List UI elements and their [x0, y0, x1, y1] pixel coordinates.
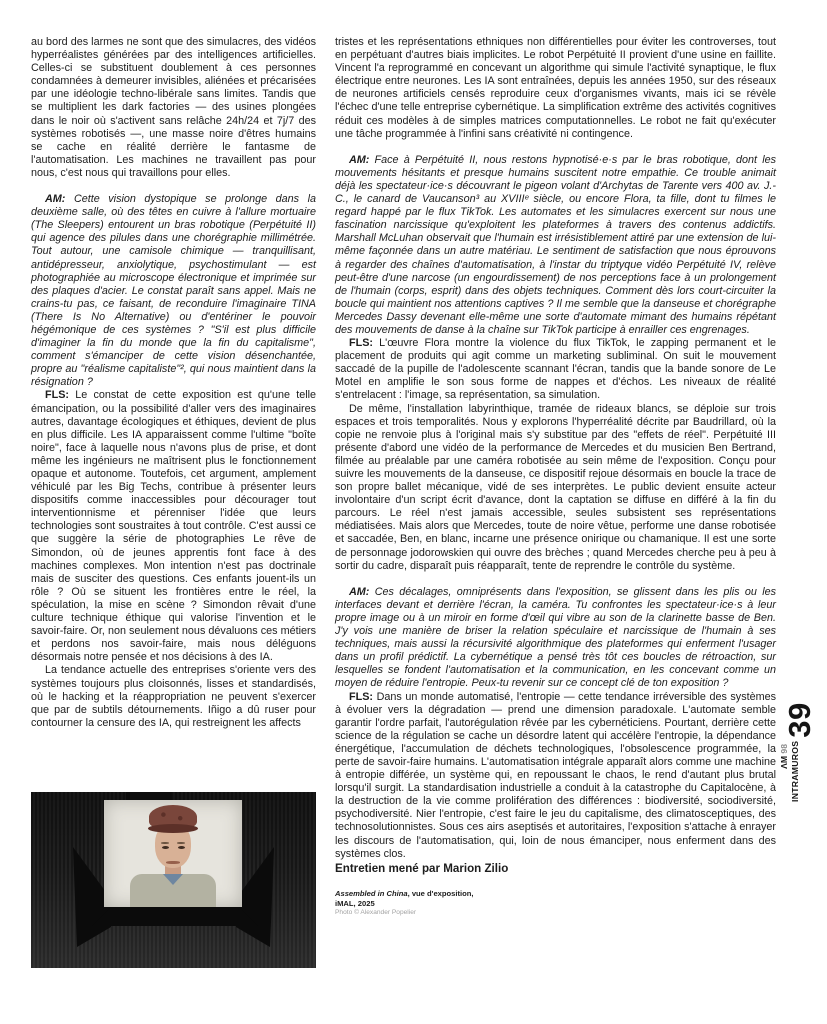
speaker-label: AM:: [349, 153, 370, 166]
caption-venue-year: iMAL, 2025: [335, 898, 375, 908]
video-screen: [104, 800, 242, 907]
caption-line1: [335, 889, 776, 899]
speaker-label: AM:: [45, 193, 66, 206]
caption-work-subtitle: , vue d'exposition,: [407, 889, 474, 899]
paragraph: [335, 691, 776, 861]
left-column: [31, 36, 316, 730]
paragraph-text: La tendance actuelle des entreprises s'oriente vers des systèmes toujours plus cloisonnés, lisses et standardisés, où le hacking et la réappropriation ne peuvent s'exercer que par de subtils détournements. Iñigo a dû ruser pour contourner la censure des IA, qui restreignent les affects: [31, 664, 316, 729]
brand-logo: ΛM: [779, 755, 789, 769]
paragraph-text: Face à Perpétuité II, nous restons hypnotisé·e·s par le bras robotique, dont les mouvements hésitants et presque humains suscitent notre empathie. Ce trouble animait déjà les spectateur·ice·s découvrant le pigeon volant d'Archytas de Tarente vers 400 av. J.-C., le canard de Vaucanson³ au XVIIIᵉ siècle, ou encore Flora, ta fille, dont tu filmes le regard happé par le flux TikTok. Les automates et les simulacres exercent sur nous une fascination narcissique qu'exploitent les plateformes à travers des contenus addictifs. Marshall McLuhan observait que l'humain est irrésistiblement attiré par une extension de lui-même façonnée dans un autre matériau. Le sentiment de satisfaction que nous éprouvons à regarder des chaînes d'automatisation, à l'instar du triptyque vidéo Perpétuité IV, relève peut-être d'une narcose (un engourdissement) de nos perceptions face à un prolongement de l'humain (corps, esprit) dans des objets techniques. Comment dès lors court-circuiter la boucle qui maintient nos attentions captives ? Il me semble que la danseuse et chorégraphe Mercedes Dassy devenant elle-même une sorte d'automate mimant des humains répétant des mouvements de danse à la chaîne sur TikTok participe à enrailler ces engrenages.: [335, 153, 776, 336]
screen-mount: [92, 906, 258, 926]
page-number: 39: [782, 702, 817, 738]
paragraph: [335, 36, 776, 141]
speaker-label: FLS:: [45, 389, 69, 402]
paragraph-text: Dans un monde automatisé, l'entropie — cette tendance irréversible des systèmes à évoluer vers la dégradation — prend une dimension paradoxale. L'automate semble garantir l'ordre parfait, l'autorégulation rêvée par les cybernéticiens. Pourtant, derrière cette science de la régulation se cache un désordre latent qui accélère l'entropie, la dépendance énergétique, l'accumulation de déchets technologiques, l'obsolescence programmée, la perte de savoir-faire humains. L'automatisation intégrale apparaît alors comme une machine à entropie différée, un système qui, en repoussant le chaos, le rend d'autant plus brutal lorsqu'il surgit. La standardisation industrielle a conduit à la catastrophe du Capitalocène, à la destruction de la vie comme prolifération des différences : biodiversité, sociodiversité, psychodiversité. Nier l'entropie, c'est faire le jeu du capitalisme, des climatosceptiques, des technosolutionnistes. Sous ces airs aseptisés et autoritaires, l'exposition s'attache à enrayer les discours de l'automatisation, qui, loin de nous émanciper, nous enferment dans des systèmes clos.: [335, 690, 777, 860]
paragraph: [335, 337, 776, 402]
issue-number: 98: [779, 744, 789, 754]
magazine-brand: [779, 740, 801, 802]
paragraph: [31, 193, 316, 389]
photo-caption: [335, 889, 776, 918]
magazine-name: INTRAMUROS: [789, 740, 800, 802]
paragraph-text: Cette vision dystopique se prolonge dans la deuxième salle, où des têtes en cuivre à l'allure mortuaire (The Sleepers) entourent un bras robotique (Perpétuité II) qui agence des pilules dans une chorégraphie millimétrée. Tout autour, une camisole chimique — tranquillisant, antidépresseur, anxiolytique, psychostimulant — est photographiée au microscope électronique et imprimée sur des plaques d'acier. Le constat paraît sans appel. Mais ne crains-tu pas, ce faisant, de reconduire l'imaginaire TINA (There Is No Alternative) ou d'entériner le pouvoir hégémonique de ces systèmes ? "S'il est plus difficile d'imaginer la fin du monde que la fin du capitalisme", comment s'émanciper de cette vision désenchantée, propre au "réalisme capitaliste"², qui nous maintient dans la résignation ?: [31, 193, 317, 389]
exhibition-photo: [31, 792, 316, 968]
caption-photo-credit: Photo © Alexander Popelier: [335, 909, 417, 917]
paragraph-text: Ces décalages, omniprésents dans l'exposition, se glissent dans les plis ou les interfaces devant et derrière l'écran, la caméra. Tu confrontes les spectateur·ice·s à leur propre image ou à un miroir en forme d'œil qui vibre au son de la clarinette basse de Ben. J'y vois une manière de briser la relation spéculaire et narcissique de l'humain à ses techniques, mais aussi la récursivité algorithmique des plateformes qui enferment l'usager dans un profil prédictif. La cybernétique a pensé très tôt ces boucles de rétroaction, sur lesquelles se fondent l'automatisation et la communication, en les concevant comme un moyen de réduire l'entropie. Peux-tu revenir sur ce concept clé de ton exposition ?: [335, 585, 777, 690]
left-column-paragraphs: [31, 36, 316, 730]
man-left-eyebrow: [161, 842, 169, 844]
paragraph-text: tristes et les représentations ethniques non différentielles pour éviter les controverses, tout en perpétuant d'autres biais implicites. Le robot Perpétuité II provient d'une usine en faillite. Vincent l'a reprogrammé en concevant un algorithme qui simule l'activité synaptique, le flux électrique entre neurones. Les IA sont entraînées, depuis les années 1950, sur des réseaux de neurones artificiels censés reproduire ceux d'organismes vivants, mais ici se révèle l'échec d'une telle entreprise cybernétique. La simplification extrême des activités cognitives réduit ces modèles à de simples matrices computationnelles. Le robot ne fait qu'exécuter une tâche programmée à l'infini sans créativité ni contingence.: [335, 36, 776, 140]
paragraph: [335, 586, 776, 691]
byline: Entretien mené par Marion Zilio: [335, 861, 509, 875]
paragraph: [335, 154, 776, 337]
right-column: [335, 36, 776, 918]
paragraph: [335, 403, 776, 573]
cap-brim: [148, 824, 198, 833]
paragraph-text: De même, l'installation labyrinthique, tramée de rideaux blancs, se déploie sur trois espaces et trois temporalités. Nous y explorons l'hyperréalité décrite par Baudrillard, où la copie ne renvoie plus à l'original mais s'y substitue par des "effets de réel". Perpétuité III présente d'abord une vidéo de la performance de Mercedes et du musicien Ben Bertrand, filmée au préalable par une caméra robotisée au sein même de l'exposition. Conçu pour suivre les mouvements de la danseuse, ce dispositif rejoue désormais en boucle la trace de son propre ballet mécanique, vidé de ses interprètes. Le public devient ensuite acteur involontaire d'un script écrit d'avance, dont la captation se diffuse en différé à la fin du parcours. Le réel n'est jamais accessible, seules subsistent ses représentations médiatisées. Mais alors que Mercedes, toute de noire vêtue, performe une danse robotisée et saccadée, Ben, en blanc, incarne une présence onirique ou chamanique. Il est une sorte de personnage jodorowskien qui ouvre des brèches ; quand Mercedes cherche peu à peu à sortir du cadre, disparaît puis réapparaît, tente de reprendre le contrôle du système.: [335, 402, 776, 572]
man-right-eyebrow: [177, 842, 185, 844]
speaker-label: FLS:: [349, 690, 373, 703]
man-left-eye: [162, 846, 169, 849]
issue-label: [779, 744, 790, 802]
caption-work-title: Assembled in China: [335, 889, 408, 899]
man-right-eye: [178, 846, 185, 849]
speaker-label: AM:: [349, 585, 370, 598]
paragraph-text: L'œuvre Flora montre la violence du flux TikTok, le zapping permanent et le placement de produits qui agit comme un marketing subliminal. On suit le mouvement saccadé de la pupille de l'adolescente scannant l'écran, tandis que la bande sonore de Le Motel en amplifie le son sous forme de nappes et d'échos. Les niveaux de réalité s'entrelacent : l'image, sa représentation, sa simulation.: [335, 337, 777, 402]
man-mouth: [166, 861, 180, 864]
paragraph-text: au bord des larmes ne sont que des simulacres, des vidéos hyperréalistes générées par des intelligences artificielles. Celles-ci se substituent doublement à ces personnes condamnées à demeurer invisibles, aliénées et précarisées par une idéologie techno-libérale sans limites. Tandis que se multiplient les dark factories — des usines plongées dans le noir où s'activent sans relâche 24h/24 et 7j/7 des systèmes robotisés —, une masse noire d'êtres humains se cache en réalité derrière le fantasme de l'automatisation. Les machines ne travaillent pas pour nous, c'est nous qui travaillons pour elles.: [31, 36, 316, 179]
paragraph: [31, 664, 316, 729]
paragraph: [31, 389, 316, 664]
speaker-label: FLS:: [349, 337, 373, 350]
right-column-paragraphs: [335, 36, 776, 861]
paragraph-text: Le constat de cette exposition est qu'une telle émancipation, ou la possibilité d'aller vers des imaginaires autres, davantage écologiques et éthiques, devient de plus en plus difficile. Les IA apparaissent comme l'ultime "boîte noire", face à laquelle nous n'avons plus de prise, et dont même les ingénieurs ne maîtrisent plus le fonctionnement opaque et autonome. Toutefois, cet argument, amplement véhiculé par les Big Techs, contribue à présenter leurs dispositifs comme inaccessibles pour décourager tout interventionnisme et pérenniser l'idée que leurs technologies sont soustraites à tout contrôle. C'est aussi ce que suggère la série de photographies Le rêve de Simondon, où de jeunes apprentis font face à des machines complexes. Mon intention n'est pas doctrinale mais de susciter des questions. Ces enfants jouent-ils un rôle ? Où se situent les frontières entre le réel, la spéculation, la mise en scène ? Simondon rêvait d'une culture technique éthique qui valorise l'invention et le savoir-faire. Or, non seulement nous dévaluons ces métiers et perdons nos savoir-faire, mais nous déléguons désormais notre pensée et nos décisions à des IA.: [31, 389, 316, 664]
paragraph: [31, 36, 316, 180]
